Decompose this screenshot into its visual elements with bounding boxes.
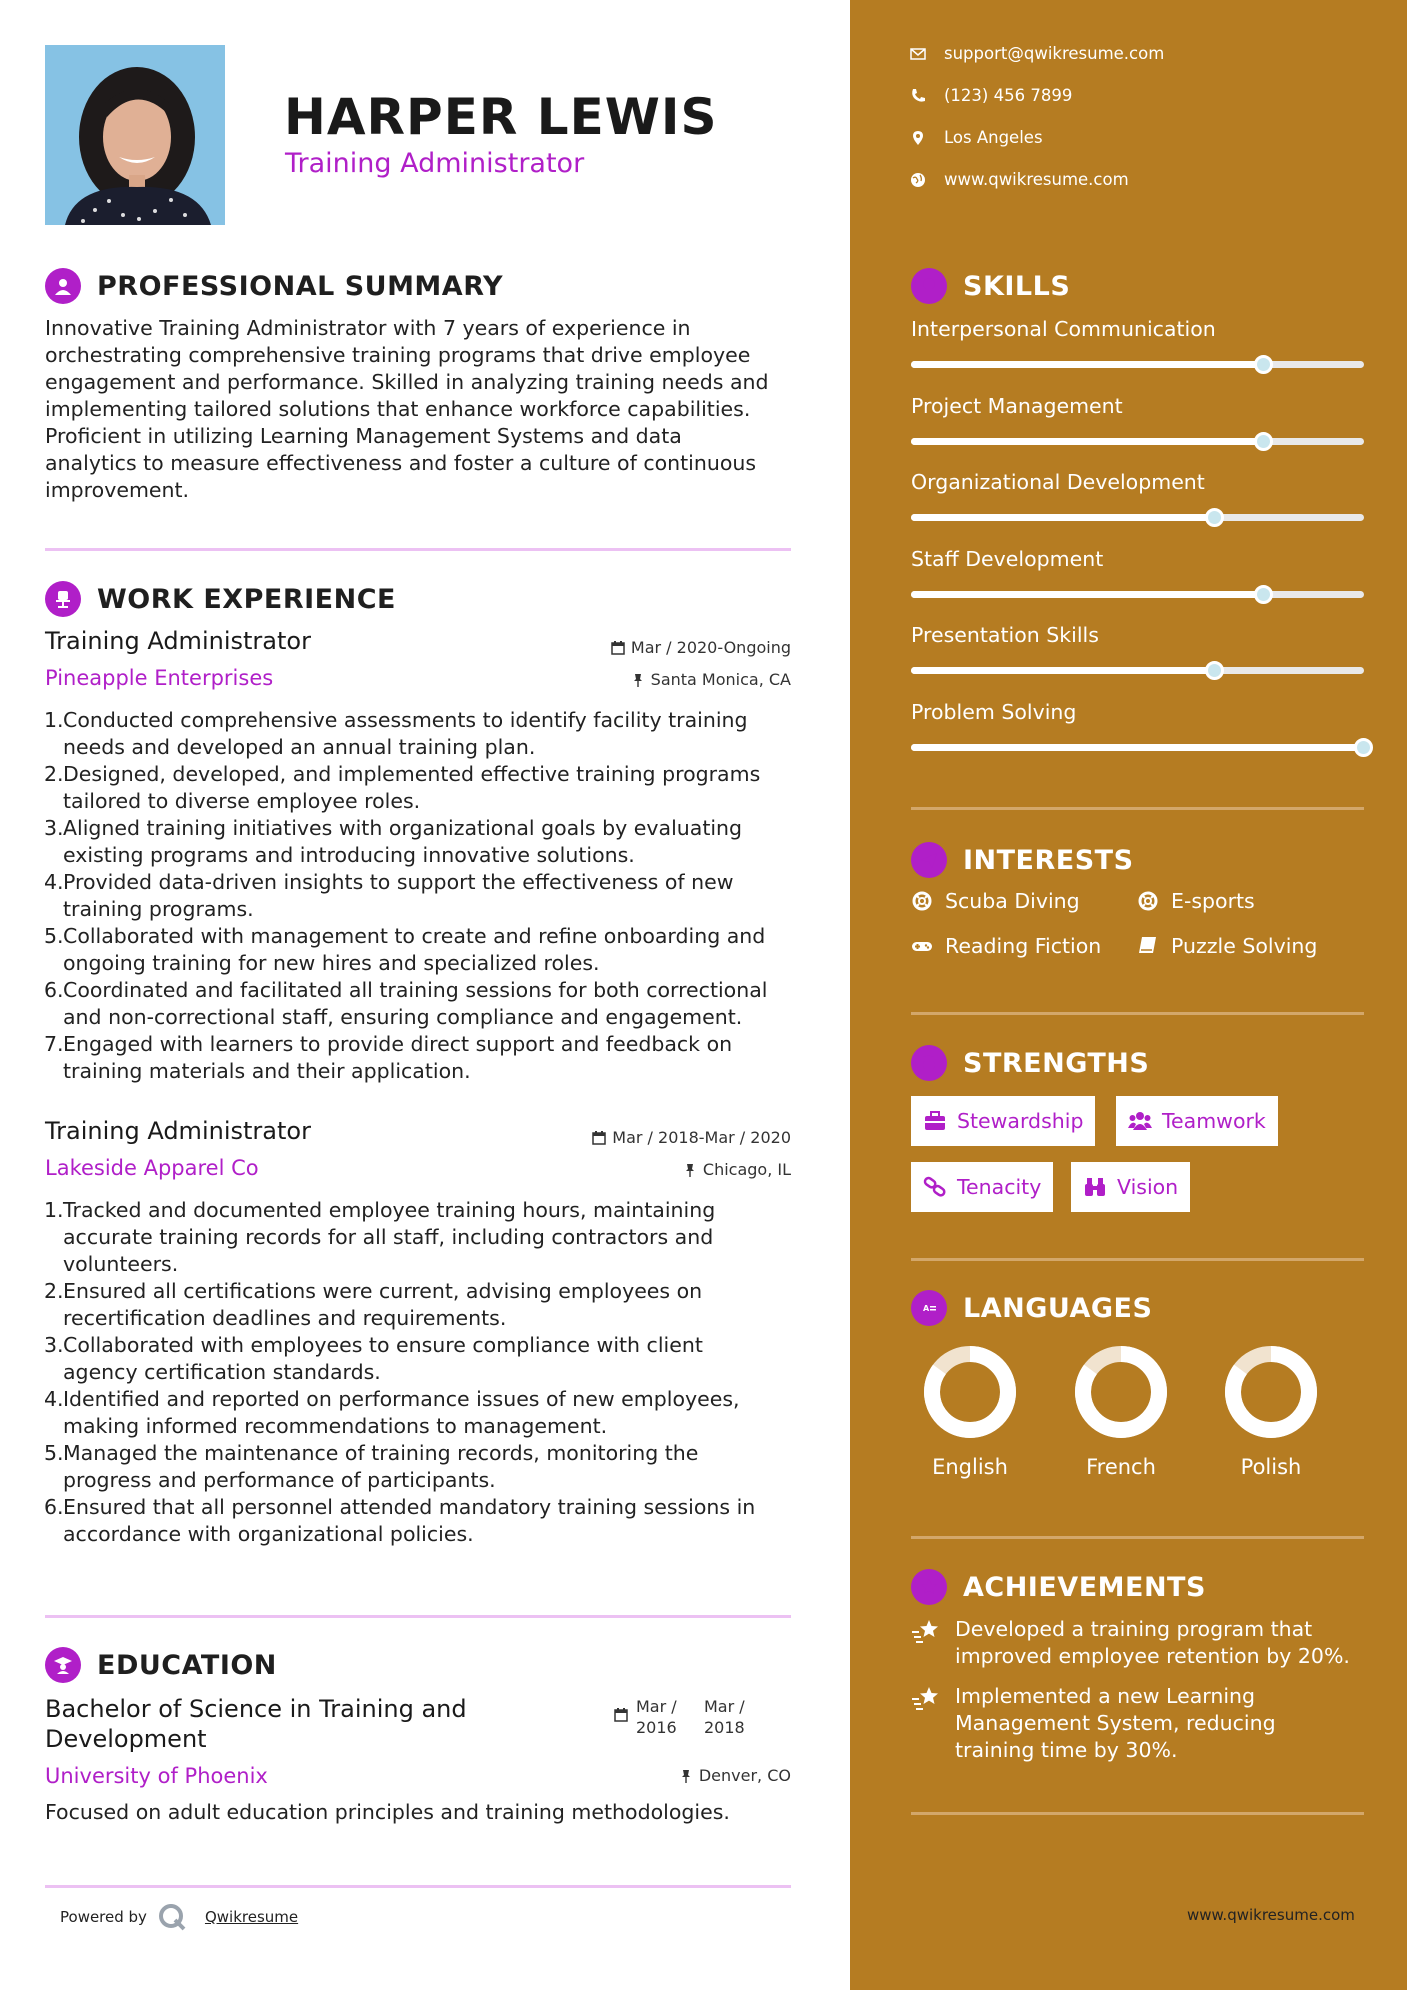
star-badge-icon <box>911 1569 947 1605</box>
skill-bar <box>911 744 1364 751</box>
skill-level-knob <box>1254 585 1273 604</box>
contact-location: Los Angeles <box>910 128 1043 147</box>
language-name: Polish <box>1240 1455 1302 1479</box>
lightbulb-icon <box>911 268 947 304</box>
language-name: English <box>932 1455 1008 1479</box>
link-icon <box>923 1176 947 1198</box>
skill-bar-fill <box>911 438 1264 445</box>
education-description: Focused on adult education principles and training methodologies. <box>45 1800 730 1824</box>
skill-label: Project Management <box>911 393 1123 418</box>
skill-bar <box>911 514 1364 521</box>
language-level-ring <box>923 1345 1017 1439</box>
chair-icon <box>45 581 81 617</box>
shooting-star-icon <box>911 1685 941 1711</box>
qwikresume-logo-icon <box>157 1902 187 1932</box>
skill-label: Organizational Development <box>911 470 1205 494</box>
sidebar-divider <box>911 1258 1364 1261</box>
contact-email[interactable]: support@qwikresume.com <box>910 44 1164 63</box>
education-location: Denver, CO <box>679 1766 791 1785</box>
job-duties <box>44 1197 804 1548</box>
job-title: Training Administrator <box>45 1117 311 1145</box>
interest-item: Scuba Diving <box>911 889 1080 913</box>
job-dates: Mar / 2018-Mar / 2020 <box>592 1128 791 1147</box>
pin-icon <box>683 1163 697 1177</box>
list-item: 5. Managed the maintenance of training records, monitoring the progress and performance of participants. <box>44 1441 699 1492</box>
achievement-item: Developed a training program that improved employee retention by 20%. <box>911 1616 1350 1670</box>
job-company: Lakeside Apparel Co <box>45 1156 259 1180</box>
life-ring-icon <box>911 890 933 912</box>
interest-item: Reading Fiction <box>911 934 1101 958</box>
list-item: 3. Collaborated with employees to ensure compliance with client agency certification standards. <box>44 1333 703 1384</box>
skill-bar <box>911 438 1364 445</box>
language-icon <box>911 1290 947 1326</box>
list-item: 7. Engaged with learners to provide direct support and feedback on training materials and their application. <box>44 1032 733 1083</box>
graduate-icon <box>45 1647 81 1683</box>
gamepad-icon <box>911 935 933 957</box>
profile-photo <box>45 45 225 225</box>
skill-bar-fill <box>911 514 1215 521</box>
strength-chip: Tenacity <box>911 1162 1053 1212</box>
book-icon <box>1137 935 1159 957</box>
calendar-icon <box>592 1131 606 1145</box>
list-item: 2. Designed, developed, and implemented effective training programs tailored to diverse employee roles. <box>44 762 761 813</box>
sidebar-divider <box>911 1536 1364 1539</box>
interest-item: Puzzle Solving <box>1137 934 1317 958</box>
list-item: 6. Ensured that all personnel attended mandatory training sessions in accordance with organizational policies. <box>44 1495 756 1546</box>
skill-label: Presentation Skills <box>911 623 1099 647</box>
strength-chip: Teamwork <box>1116 1096 1278 1146</box>
language-item <box>1061 1345 1181 1479</box>
skill-level-knob <box>1205 508 1224 527</box>
users-icon <box>1128 1110 1152 1132</box>
fist-icon <box>911 1045 947 1081</box>
footer <box>60 1902 298 1932</box>
interest-item: E-sports <box>1137 889 1255 913</box>
list-item: 2. Ensured all certifications were current, advising employees on recertification deadlines and requirements. <box>44 1279 703 1330</box>
powered-by-label: Powered by <box>60 1908 147 1926</box>
pin-icon <box>679 1769 693 1783</box>
shooting-star-icon <box>911 1618 941 1644</box>
life-ring-icon <box>1137 890 1159 912</box>
language-name: French <box>1086 1455 1156 1479</box>
strength-chip: Stewardship <box>911 1096 1095 1146</box>
sidebar-divider <box>911 807 1364 810</box>
job-dates: Mar / 2020-Ongoing <box>611 638 791 657</box>
section-divider <box>45 548 791 551</box>
languages-heading: A LANGUAGES <box>911 1290 1152 1326</box>
skill-label: Problem Solving <box>911 699 1077 724</box>
language-item <box>1211 1345 1331 1479</box>
section-divider <box>45 1885 791 1888</box>
binoculars-icon <box>1083 1176 1107 1198</box>
summary-text: Innovative Training Administrator with 7 years of experience in orchestrating comprehensive training programs that drive employee engagement and performance. Skilled in analyzing training needs and implementing tailored solutions that enhance workforce capabilities. Proficient in utilizing Learning Management Systems and data analytics to measure effectiveness and foster a culture of continuous improvement. <box>45 316 769 502</box>
list-item: 6. Coordinated and facilitated all training sessions for both correctional and non-correctional staff, ensuring compliance and engagement. <box>44 978 768 1029</box>
skill-bar-fill <box>911 361 1264 368</box>
skill-level-knob <box>1205 661 1224 680</box>
job-location: Santa Monica, CA <box>631 670 791 689</box>
language-level-ring <box>1224 1345 1318 1439</box>
skill-bar-fill <box>911 744 1364 751</box>
skill-bar-fill <box>911 667 1215 674</box>
footer-website[interactable]: www.qwikresume.com <box>1187 1906 1355 1924</box>
contact-phone[interactable]: (123) 456 7899 <box>910 86 1072 105</box>
phone-icon <box>910 88 926 104</box>
pin-icon <box>631 673 645 687</box>
list-item: 4. Provided data-driven insights to support the effectiveness of new training programs. <box>44 870 734 921</box>
language-item <box>910 1345 1030 1479</box>
brand-link[interactable]: Qwikresume <box>204 1908 299 1926</box>
list-item: 5. Collaborated with management to create and refine onboarding and ongoing training for new hires and specialized roles. <box>44 924 766 975</box>
globe-icon <box>910 172 926 188</box>
strength-chip: Vision <box>1071 1162 1190 1212</box>
skill-bar <box>911 667 1364 674</box>
job-duties <box>44 707 804 1085</box>
svg-text:A: A <box>923 1304 930 1313</box>
experience-heading: WORK EXPERIENCE <box>45 581 396 617</box>
skill-bar <box>911 591 1364 598</box>
calendar-icon <box>611 641 625 655</box>
map-marker-icon <box>910 130 926 146</box>
candidate-name: HARPER LEWIS <box>284 88 718 146</box>
strengths-heading: STRENGTHS <box>911 1045 1149 1081</box>
skill-label: Interpersonal Communication <box>911 317 1216 341</box>
job-title: Training Administrator <box>45 627 311 655</box>
education-dates: Mar / 2016 Mar / 2018 <box>614 1696 745 1738</box>
list-item: 4. Identified and reported on performance issues of new employees, making informed recommendations to management. <box>44 1387 740 1438</box>
contact-website[interactable]: www.qwikresume.com <box>910 170 1129 189</box>
candidate-title: Training Administrator <box>285 148 585 179</box>
skills-heading: SKILLS <box>911 268 1070 304</box>
section-divider <box>45 1615 791 1618</box>
skill-bar <box>911 361 1364 368</box>
achievement-item: Implemented a new Learning Management System, reducing training time by 30%. <box>911 1683 1276 1764</box>
briefcase-icon <box>923 1110 947 1132</box>
language-level-ring <box>1074 1345 1168 1439</box>
envelope-icon <box>910 46 926 62</box>
calendar-icon <box>614 1708 628 1722</box>
skill-label: Staff Development <box>911 546 1104 571</box>
degree-title: Bachelor of Science in Training and Development <box>45 1695 467 1753</box>
education-heading: EDUCATION <box>45 1647 277 1683</box>
list-item: 1. Tracked and documented employee training hours, maintaining accurate training records for all staff, including contractors and volunteers. <box>44 1198 716 1276</box>
interests-heading: INTERESTS <box>911 842 1134 878</box>
job-company: Pineapple Enterprises <box>45 666 274 690</box>
sidebar-divider <box>911 1012 1364 1015</box>
skill-level-knob <box>1354 738 1373 757</box>
school-name: University of Phoenix <box>45 1764 268 1788</box>
summary-heading: PROFESSIONAL SUMMARY <box>45 268 503 304</box>
list-item: 1. Conducted comprehensive assessments to identify facility training needs and developed an annual training plan. <box>44 708 748 759</box>
list-item: 3. Aligned training initiatives with organizational goals by evaluating existing programs and introducing innovative solutions. <box>44 816 743 867</box>
skill-bar-fill <box>911 591 1264 598</box>
skill-level-knob <box>1254 432 1273 451</box>
achievements-heading: ACHIEVEMENTS <box>911 1569 1206 1605</box>
user-icon <box>45 268 81 304</box>
sidebar-divider <box>911 1812 1364 1815</box>
job-location: Chicago, IL <box>683 1160 791 1179</box>
paper-plane-icon <box>911 842 947 878</box>
